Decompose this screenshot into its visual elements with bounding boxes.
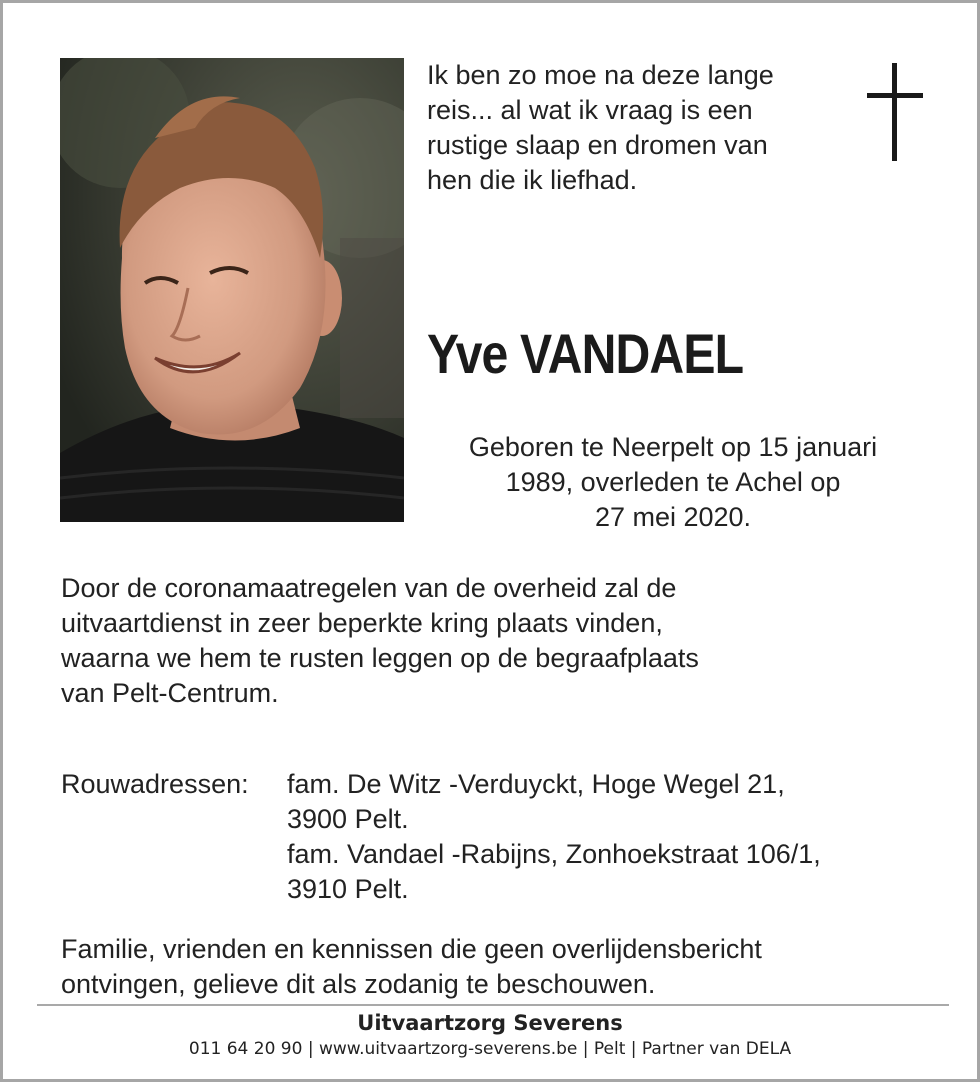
quote-line: Ik ben zo moe na deze lange xyxy=(427,60,774,90)
funeral-home-contact: 011 64 20 90 | www.uitvaartzorg-severens.be | Pelt | Partner van DELA xyxy=(188,1039,792,1059)
dates-line: Geboren te Neerpelt op 15 januari xyxy=(468,432,878,462)
dates-line: 1989, overleden te Achel op xyxy=(505,467,841,497)
ceremony-line: Door de coronamaatregelen van de overheid zal de xyxy=(61,573,677,603)
footer-divider xyxy=(37,1004,949,1006)
condolence-addresses xyxy=(61,767,941,907)
cross-icon xyxy=(867,63,925,163)
closing-line: Familie, vrienden en kennissen die geen overlijdensbericht xyxy=(61,934,762,964)
closing-note xyxy=(61,932,941,1002)
address-line: 3910 Pelt. xyxy=(287,874,409,904)
ceremony-paragraph xyxy=(61,571,941,711)
quote-line: rustige slaap en dromen van xyxy=(427,130,768,160)
dates-line: 27 mei 2020. xyxy=(594,502,752,532)
quote-line: hen die ik liefhad. xyxy=(427,165,638,195)
condolence-label: Rouwadressen: xyxy=(61,769,249,799)
ceremony-line: waarna we hem te rusten leggen op de begraafplaats xyxy=(61,643,699,673)
quote-text xyxy=(427,58,847,198)
closing-line: ontvingen, gelieve dit als zodanig te beschouwen. xyxy=(61,969,656,999)
ceremony-line: van Pelt-Centrum. xyxy=(61,678,279,708)
portrait-photo xyxy=(60,58,404,522)
quote-line: reis... al wat ik vraag is een xyxy=(427,95,753,125)
deceased-name: Yve VANDAEL xyxy=(427,322,744,385)
funeral-home-name: Uitvaartzorg Severens xyxy=(357,1011,623,1035)
portrait-illustration xyxy=(60,58,404,522)
address-line: 3900 Pelt. xyxy=(287,804,409,834)
address-line: fam. De Witz -Verduyckt, Hoge Wegel 21, xyxy=(287,769,785,799)
ceremony-line: uitvaartdienst in zeer beperkte kring plaats vinden, xyxy=(61,608,663,638)
address-line: fam. Vandael -Rabijns, Zonhoekstraat 106/1, xyxy=(287,839,821,869)
birth-death-dates xyxy=(423,430,923,535)
